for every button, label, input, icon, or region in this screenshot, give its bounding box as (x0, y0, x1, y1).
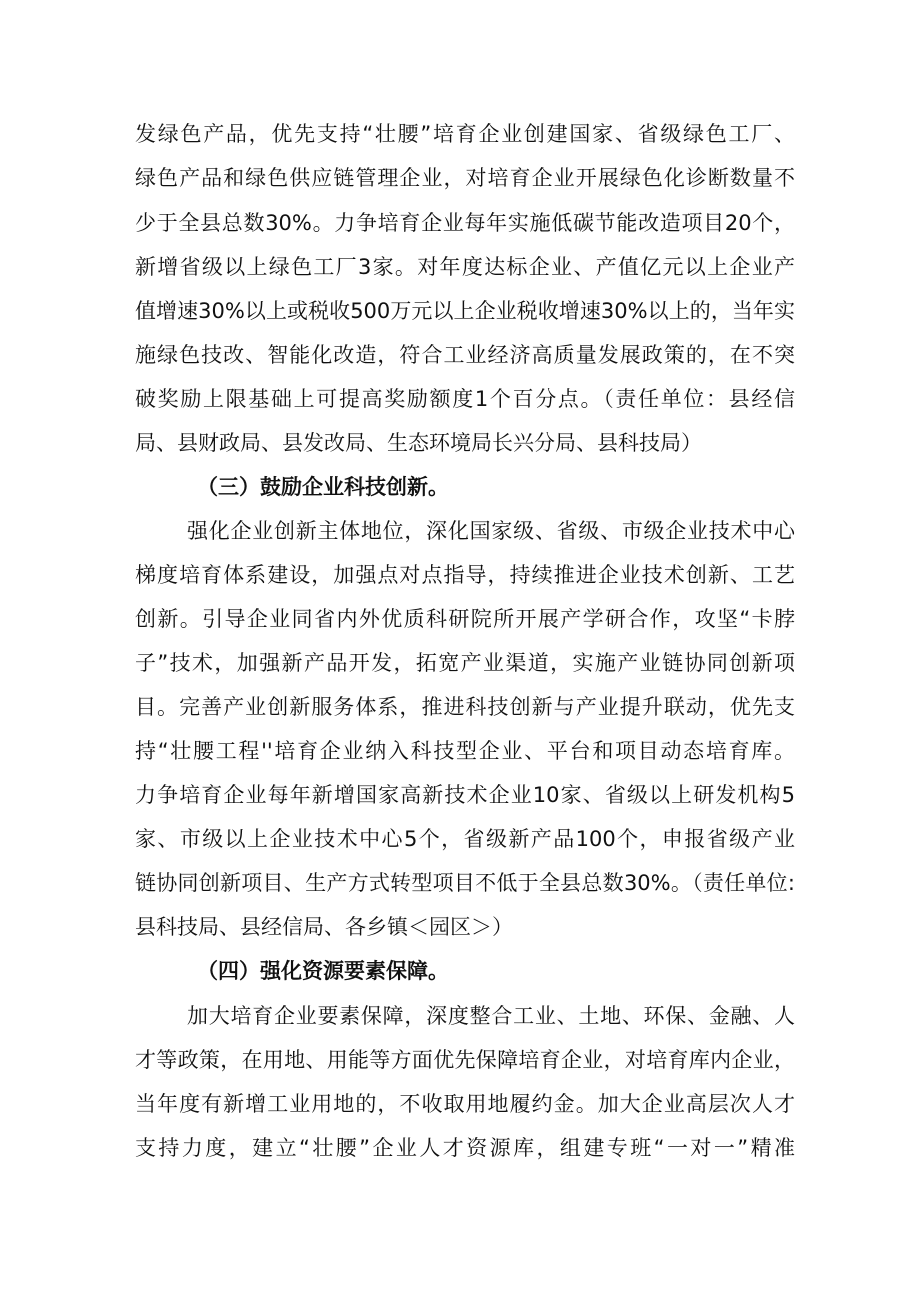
text-line: 目。完善产业创新服务体系，推进科技创新与产业提升联动，优先支 (135, 695, 795, 719)
text-line: 施绿色技改、智能化改造，符合工业经济高质量发展政策的，在不突 (135, 343, 795, 367)
text-line: 强化企业创新主体地位，深化国家级、省级、市级企业技术中心 (187, 519, 795, 543)
text-line: 家、市级以上企业技术中心5个，省级新产品100个，申报省级产业 (135, 827, 795, 851)
text-line: 子”技术，加强新产品开发，拓宽产业渠道，实施产业链协同创新项 (135, 651, 795, 675)
text-line: 才等政策，在用地、用能等方面优先保障培育企业，对培育库内企业， (135, 1048, 795, 1072)
text-line: 破奖励上限基础上可提高奖励额度1个百分点。（责任单位：县经信 (135, 387, 795, 411)
text-line: 当年度有新增工业用地的，不收取用地履约金。加大企业高层次人才 (135, 1092, 795, 1116)
text-line: 支持力度，建立“壮腰”企业人才资源库，组建专班“一对一”精准 (135, 1136, 795, 1160)
text-line: 局、县财政局、县发改局、生态环境局长兴分局、县科技局） (135, 431, 702, 455)
text-line: 发绿色产品，优先支持“壮腰”培育企业创建国家、省级绿色工厂、 (135, 122, 795, 146)
text-line: 少于全县总数30%。力争培育企业每年实施低碳节能改造项目20个， (135, 211, 795, 235)
text-line: 新增省级以上绿色工厂3家。对年度达标企业、产值亿元以上企业产 (135, 255, 795, 279)
text-line: 持“壮腰工程''培育企业纳入科技型企业、平台和项目动态培育库。 (135, 739, 795, 763)
text-line: 绿色产品和绿色供应链管理企业，对培育企业开展绿色化诊断数量不 (135, 166, 795, 190)
section-heading-3: （三）鼓励企业科技创新。 (197, 475, 449, 499)
text-line: 链协同创新项目、生产方式转型项目不低于全县总数30%。（责任单位: (135, 871, 795, 895)
text-line: 加大培育企业要素保障，深度整合工业、土地、环保、金融、人 (187, 1004, 795, 1028)
text-line: 值增速30%以上或税收500万元以上企业税收增速30%以上的，当年实 (135, 299, 795, 323)
text-line: 创新。引导企业同省内外优质科研院所开展产学研合作，攻坚“卡脖 (135, 607, 795, 631)
text-line: 县科技局、县经信局、各乡镇＜园区＞） (135, 915, 513, 939)
section-heading-4: （四）强化资源要素保障。 (197, 959, 449, 983)
text-line: 力争培育企业每年新增国家高新技术企业10家、省级以上研发机构5 (135, 783, 795, 807)
text-line: 梯度培育体系建设，加强点对点指导，持续推进企业技术创新、工艺 (135, 563, 795, 587)
